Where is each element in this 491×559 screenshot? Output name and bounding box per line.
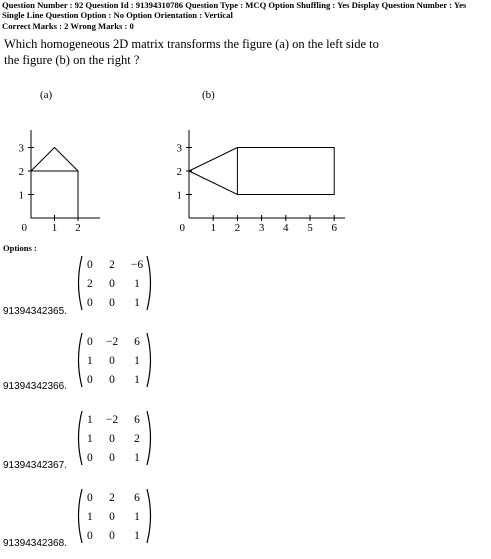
figure-b-x-tick-label: 3 bbox=[258, 222, 265, 234]
figure-b-shape bbox=[189, 148, 334, 195]
matrix-cell: 1 bbox=[87, 414, 93, 426]
question-text-line-2: the figure (b) on the right ? bbox=[4, 53, 140, 67]
figure-a-y-tick-label: 1 bbox=[18, 189, 24, 202]
matrix-cell: −2 bbox=[105, 336, 119, 348]
option-3-matrix bbox=[75, 409, 155, 469]
figure-a-y-tick-label: 2 bbox=[18, 166, 24, 178]
left-paren bbox=[79, 256, 83, 310]
matrix-cell: 6 bbox=[134, 414, 140, 426]
matrix-cell: 0 bbox=[87, 530, 93, 542]
matrix-cell: 1 bbox=[87, 511, 93, 523]
left-paren bbox=[79, 411, 83, 465]
figure-b bbox=[160, 100, 360, 235]
figure-b-x-tick-label: 4 bbox=[283, 222, 289, 234]
figure-b-y-tick-label: 1 bbox=[176, 189, 182, 202]
figure-b-x-tick-label: 6 bbox=[331, 222, 337, 234]
matrix-cell: 0 bbox=[87, 452, 93, 464]
matrix-cell: 1 bbox=[134, 530, 140, 542]
matrix-cell: 0 bbox=[109, 355, 115, 367]
matrix-cell: 1 bbox=[87, 355, 93, 367]
figure-a bbox=[0, 100, 130, 235]
figure-b-y-tick-label: 2 bbox=[176, 166, 182, 178]
option-2-matrix bbox=[75, 331, 155, 391]
figure-a-shape bbox=[31, 148, 78, 219]
matrix-cell: 1 bbox=[134, 374, 140, 386]
matrix-cell: −2 bbox=[105, 414, 119, 426]
matrix-cell: 1 bbox=[134, 511, 140, 523]
option-2-id[interactable]: 91394342366. bbox=[3, 381, 67, 392]
matrix-cell: 0 bbox=[87, 297, 93, 309]
question-meta-line-1: Question Number : 92 Question Id : 91394310786 Question Type : MCQ Option Shuffling : Yes Display Question Number : Yes bbox=[2, 0, 467, 10]
figure-a-y-tick-label: 3 bbox=[18, 142, 24, 155]
figure-b-y-tick-label: 3 bbox=[176, 142, 182, 155]
matrix-cell: 2 bbox=[109, 259, 115, 271]
option-3-id[interactable]: 91394342367. bbox=[3, 460, 67, 471]
matrix-cell: 0 bbox=[109, 433, 115, 445]
matrix-cell: 0 bbox=[87, 259, 93, 271]
figure-b-label: (b) bbox=[202, 89, 215, 101]
matrix-cell: 0 bbox=[109, 452, 115, 464]
matrix-cell: 0 bbox=[87, 374, 93, 386]
right-paren bbox=[147, 411, 151, 465]
options-label: Options : bbox=[3, 243, 37, 253]
figure-b-x-tick-label: 1 bbox=[210, 222, 216, 234]
option-4-id[interactable]: 91394342368. bbox=[3, 538, 67, 549]
matrix-cell: 2 bbox=[87, 278, 93, 290]
matrix-cell: 0 bbox=[109, 511, 115, 523]
matrix-cell: 2 bbox=[109, 492, 115, 504]
matrix-cell: 0 bbox=[87, 492, 93, 504]
question-text-line-1: Which homogeneous 2D matrix transforms the figure (a) on the left side to bbox=[4, 37, 379, 51]
matrix-cell: 0 bbox=[109, 374, 115, 386]
question-meta-line-2: Single Line Question Option : No Option Orientation : Vertical bbox=[2, 10, 233, 20]
matrix-cell: 6 bbox=[134, 492, 140, 504]
figure-a-origin-label: 0 bbox=[21, 222, 27, 234]
figure-b-x-tick-label: 2 bbox=[234, 222, 241, 234]
marks-line: Correct Marks : 2 Wrong Marks : 0 bbox=[2, 21, 134, 31]
option-1-id[interactable]: 91394342365. bbox=[3, 306, 67, 317]
matrix-cell: −6 bbox=[130, 259, 144, 271]
matrix-cell: 1 bbox=[134, 278, 140, 290]
left-paren bbox=[79, 489, 83, 543]
matrix-cell: 1 bbox=[134, 452, 140, 464]
matrix-cell: 0 bbox=[109, 530, 115, 542]
matrix-cell: 2 bbox=[134, 433, 140, 445]
right-paren bbox=[147, 333, 151, 387]
matrix-cell: 6 bbox=[134, 336, 140, 348]
option-4-matrix bbox=[75, 487, 155, 547]
right-paren bbox=[147, 256, 151, 310]
matrix-cell: 1 bbox=[134, 355, 140, 367]
figure-a-x-tick-label: 2 bbox=[75, 222, 81, 234]
option-1-matrix bbox=[75, 254, 155, 314]
matrix-cell: 1 bbox=[134, 297, 140, 309]
matrix-cell: 0 bbox=[109, 278, 115, 290]
matrix-cell: 0 bbox=[109, 297, 115, 309]
right-paren bbox=[147, 489, 151, 543]
figure-a-label: (a) bbox=[40, 89, 53, 101]
figure-a-x-tick-label: 1 bbox=[51, 222, 58, 234]
matrix-cell: 0 bbox=[87, 336, 93, 348]
figure-b-origin-label: 0 bbox=[179, 222, 185, 234]
left-paren bbox=[79, 333, 83, 387]
matrix-cell: 1 bbox=[87, 433, 93, 445]
figure-b-x-tick-label: 5 bbox=[307, 222, 313, 234]
